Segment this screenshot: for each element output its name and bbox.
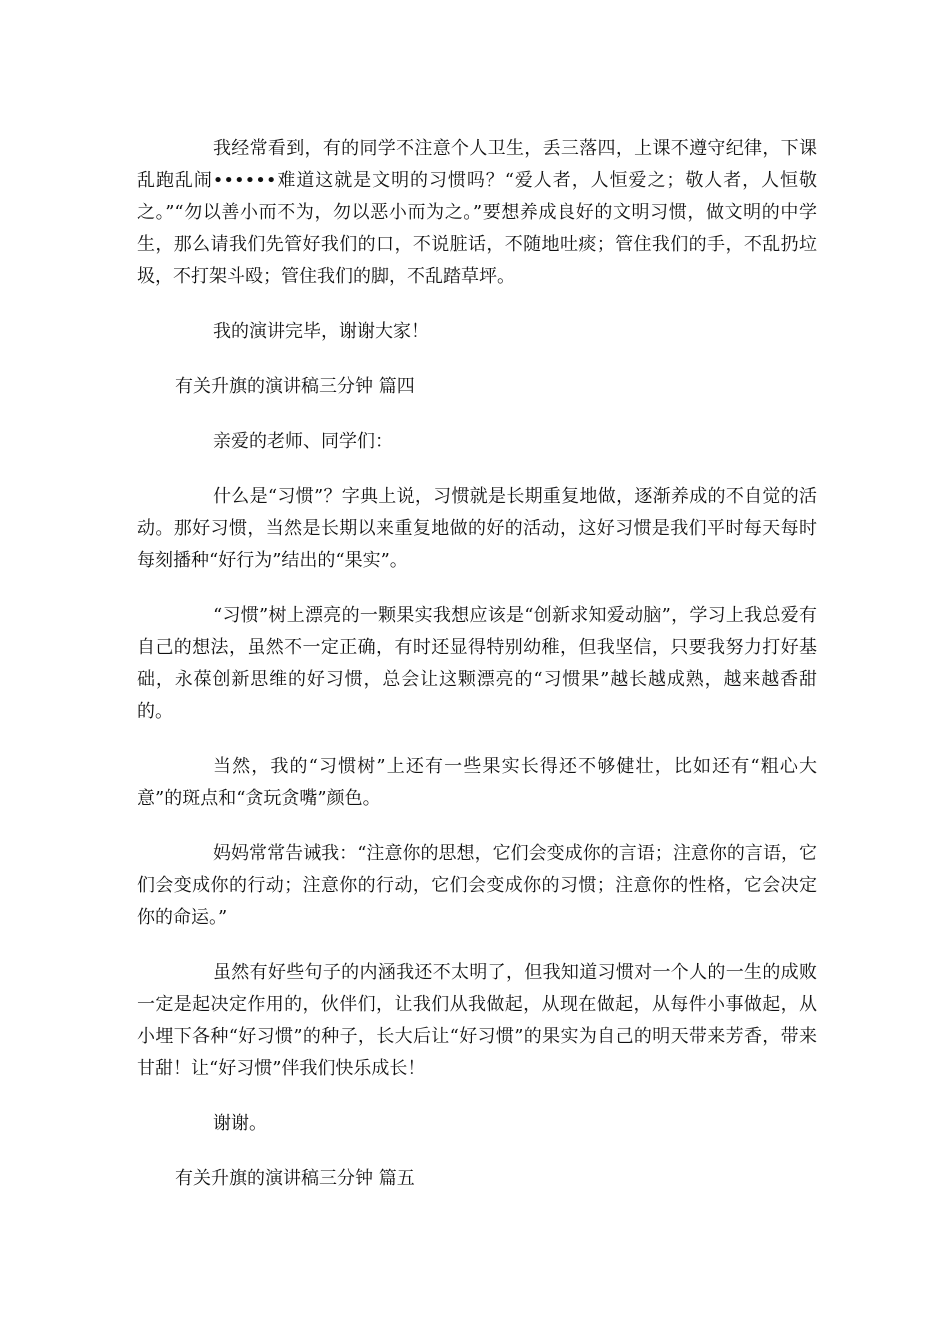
paragraph-greeting: 亲爱的老师、同学们： xyxy=(213,431,393,452)
paragraph-what-is-habit: 什么是“习惯”？字典上说，习惯就是长期重复地做，逐渐养成的不自觉的活动。那好习惯，当然是长期以来重复地做的好的活动，这好习惯是我们平时每天每时每刻播种“好行为”结出的“果实”。 xyxy=(137,486,817,571)
paragraph-civilized-habits: 我经常看到，有的同学不注意个人卫生，丢三落四，上课不遵守纪律，下课乱跑乱闹••••••难道这就是文明的习惯吗？“爱人者，人恒爱之；敬人者，人恒敬之。”“勿以善小而不为，勿以恶小而为之。”要想养成良好的文明习惯，做文明的中学生，那么请我们先管好我们的口，不说脏话，不随地吐痰；管住我们的手，不乱扔垃圾，不打架斗殴；管住我们的脚，不乱踏草坪。 xyxy=(137,138,817,287)
section-heading-part-four: 有关升旗的演讲稿三分钟 篇四 xyxy=(175,376,415,397)
paragraph-mother-advice: 妈妈常常告诫我：“注意你的思想，它们会变成你的言语；注意你的言语，它们会变成你的行动；注意你的行动，它们会变成你的习惯；注意你的性格，它会决定你的命运。” xyxy=(137,843,817,928)
paragraph-speech-closing: 我的演讲完毕，谢谢大家！ xyxy=(213,321,429,342)
section-heading-part-five: 有关升旗的演讲稿三分钟 篇五 xyxy=(175,1168,415,1189)
paragraph-habit-tree-fruit: “习惯”树上漂亮的一颗果实我想应该是“创新求知爱动脑”，学习上我总爱有自己的想法，虽然不一定正确，有时还显得特别幼稚，但我坚信，只要我努力打好基础，永葆创新思维的好习惯，总会让这颗漂亮的“习惯果”越长越成熟，越来越香甜的。 xyxy=(137,605,817,722)
paragraph-thanks: 谢谢。 xyxy=(213,1113,267,1134)
document-body xyxy=(137,133,817,1218)
paragraph-habit-decides-success: 虽然有好些句子的内涵我还不太明了，但我知道习惯对一个人的一生的成败一定是起决定作用的，伙伴们，让我们从我做起，从现在做起，从每件小事做起，从小埋下各种“好习惯”的种子，长大后让“好习惯”的果实为自己的明天带来芳香，带来甘甜！让“好习惯”伴我们快乐成长！ xyxy=(137,962,817,1079)
paragraph-weak-fruits: 当然，我的“习惯树”上还有一些果实长得还不够健壮，比如还有“粗心大意”的斑点和“贪玩贪嘴”颜色。 xyxy=(137,756,817,809)
